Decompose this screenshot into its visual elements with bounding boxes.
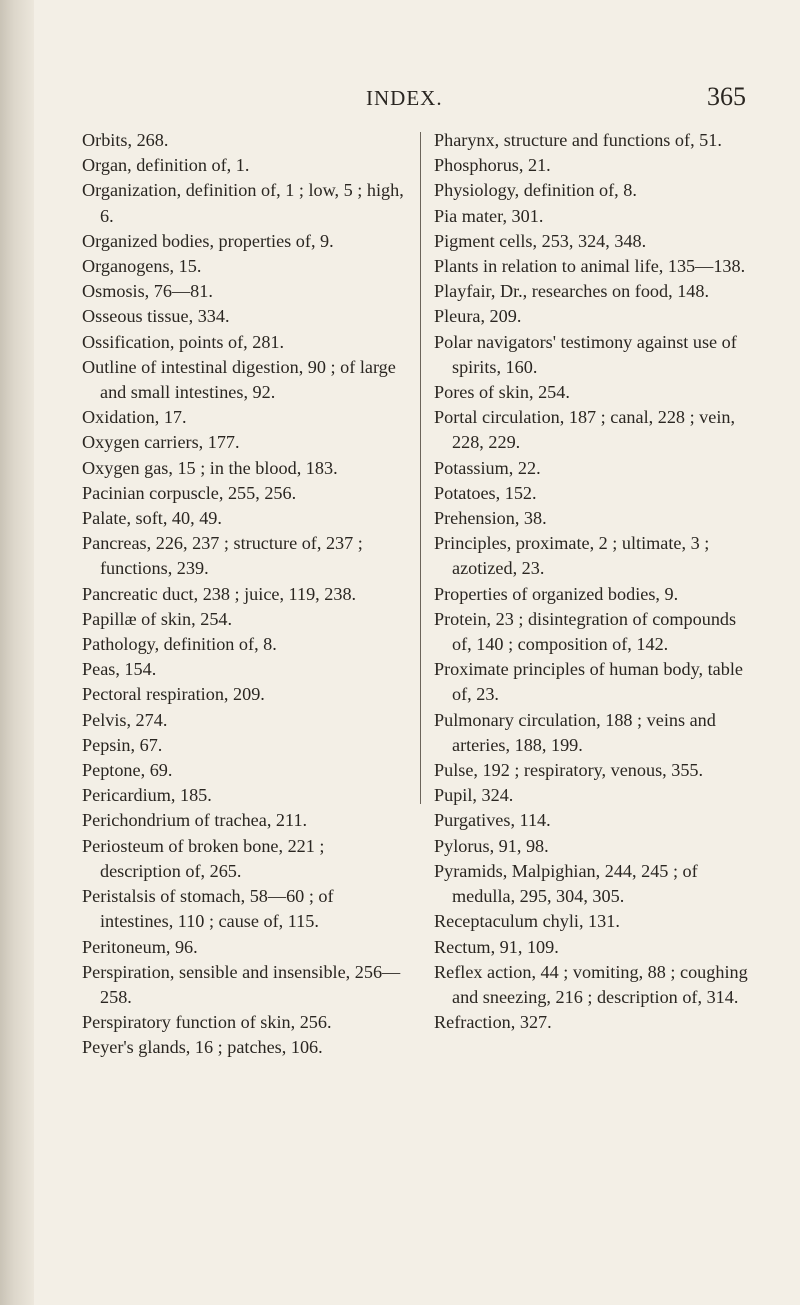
index-column-right [434, 128, 759, 1035]
index-entry: Purgatives, 114. [434, 810, 551, 831]
index-entry: Peyer's glands, 16 ; patches, 106. [82, 1037, 323, 1058]
index-entry: Pia mater, 301. [434, 205, 544, 226]
index-entry: Organogens, 15. [82, 256, 202, 277]
index-entry: Potassium, 22. [434, 457, 541, 478]
index-entry: Oxygen carriers, 177. [82, 432, 240, 453]
book-spine-shadow [0, 0, 34, 1305]
index-entry: Pylorus, 91, 98. [434, 835, 549, 856]
index-entry: Perichondrium of trachea, 211. [82, 810, 308, 831]
index-entry: Pulse, 192 ; respiratory, venous, 355. [434, 760, 704, 781]
index-entry: Organ, definition of, 1. [82, 155, 250, 176]
index-entry: Pigment cells, 253, 324, 348. [434, 230, 647, 251]
index-entry: Ossification, points of, 281. [82, 331, 285, 352]
column-divider [420, 132, 421, 804]
index-entry: Pupil, 324. [434, 785, 514, 806]
index-entry: Papillæ of skin, 254. [82, 608, 233, 629]
index-entry: Pericardium, 185. [82, 785, 212, 806]
index-entry: Peas, 154. [82, 659, 157, 680]
index-entry: Pancreatic duct, 238 ; juice, 119, 238. [82, 583, 357, 604]
index-entry: Peritoneum, 96. [82, 936, 198, 957]
index-entry: Perspiration, sensible and insensible, 256—258. [82, 961, 401, 1007]
index-entry: Peristalsis of stomach, 58—60 ; of intestines, 110 ; cause of, 115. [82, 886, 334, 932]
index-entry: Phosphorus, 21. [434, 155, 551, 176]
index-column-left [82, 128, 406, 1061]
index-entry: Pharynx, structure and functions of, 51. [434, 130, 722, 150]
index-entry: Pacinian corpuscle, 255, 256. [82, 482, 297, 503]
index-entry: Periosteum of broken bone, 221 ; description of, 265. [82, 835, 325, 881]
index-entry: Pelvis, 274. [82, 709, 168, 730]
index-entry: Physiology, definition of, 8. [434, 180, 637, 201]
index-entry: Portal circulation, 187 ; canal, 228 ; vein, 228, 229. [434, 407, 736, 453]
header-title: INDEX. [366, 86, 443, 110]
index-entry: Polar navigators' testimony against use of spirits, 160. [434, 331, 737, 377]
page-number: 365 [707, 82, 746, 111]
index-entry: Osseous tissue, 334. [82, 306, 230, 327]
index-entry: Prehension, 38. [434, 508, 547, 529]
index-entry: Pulmonary circulation, 188 ; veins and arteries, 188, 199. [434, 709, 716, 755]
index-entry: Pleura, 209. [434, 306, 522, 327]
index-entry: Potatoes, 152. [434, 482, 537, 503]
running-header [0, 82, 800, 118]
index-entry: Properties of organized bodies, 9. [434, 583, 679, 604]
index-entry: Proximate principles of human body, table of, 23. [434, 659, 743, 705]
index-entry: Oxidation, 17. [82, 407, 187, 428]
index-entry: Organized bodies, properties of, 9. [82, 230, 334, 251]
index-entry: Protein, 23 ; disintegration of compounds of, 140 ; composition of, 142. [434, 608, 737, 655]
index-entry: Reflex action, 44 ; vomiting, 88 ; coughing and sneezing, 216 ; description of, 314. [434, 961, 748, 1007]
index-entry: Organization, definition of, 1 ; low, 5 ; high, 6. [82, 180, 404, 226]
index-entry: Orbits, 268. [82, 130, 169, 150]
index-entry: Refraction, 327. [434, 1012, 552, 1033]
index-entry: Playfair, Dr., researches on food, 148. [434, 281, 710, 302]
index-entry: Oxygen gas, 15 ; in the blood, 183. [82, 457, 338, 478]
index-entry: Plants in relation to animal life, 135—138. [434, 256, 746, 277]
index-entry: Principles, proximate, 2 ; ultimate, 3 ; azotized, 23. [434, 533, 710, 579]
index-entry: Pores of skin, 254. [434, 382, 570, 403]
index-entry: Rectum, 91, 109. [434, 936, 559, 957]
index-entry: Receptaculum chyli, 131. [434, 911, 620, 932]
index-entry: Outline of intestinal digestion, 90 ; of large and small intestines, 92. [82, 356, 396, 403]
index-entry: Perspiratory function of skin, 256. [82, 1012, 332, 1033]
index-entry: Pancreas, 226, 237 ; structure of, 237 ; functions, 239. [82, 533, 363, 579]
index-entry: Pepsin, 67. [82, 734, 163, 755]
index-entry: Pyramids, Malpighian, 244, 245 ; of medulla, 295, 304, 305. [434, 860, 698, 907]
index-entry: Peptone, 69. [82, 760, 173, 781]
index-entry: Pathology, definition of, 8. [82, 634, 277, 655]
index-entry: Pectoral respiration, 209. [82, 684, 265, 705]
index-entry: Palate, soft, 40, 49. [82, 508, 222, 529]
index-entry: Osmosis, 76—81. [82, 281, 213, 302]
